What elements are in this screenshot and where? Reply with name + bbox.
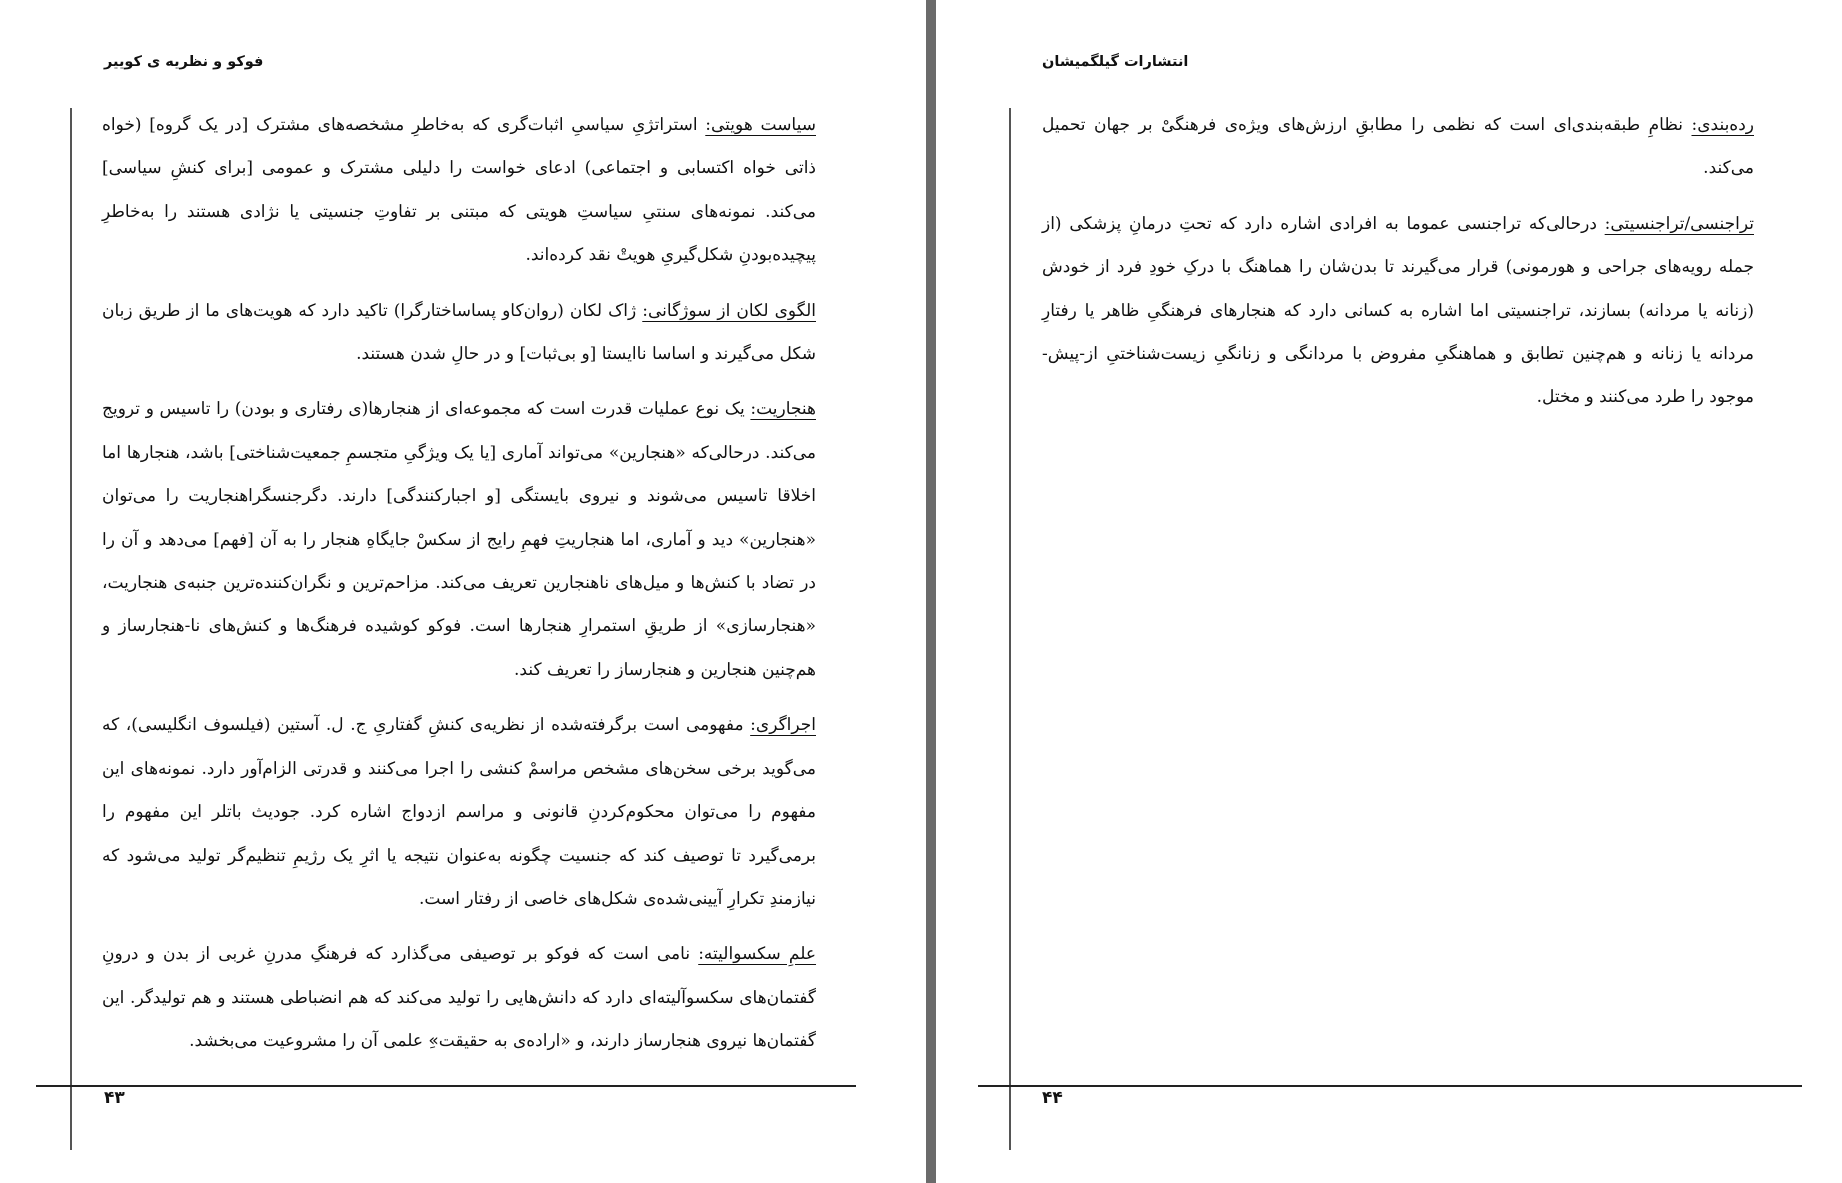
entry-term: علمِ سکسوالیته: [698,944,817,965]
running-head: انتشارات گیلگمیشان [1042,54,1189,70]
entry-definition: نامی است که فوکو بر توصیفی می‌گذارد که فرهنگِ مدرنِ غربی از بدن و درونِ گفتمان‌های سکسوآلیته‌ای دارد که دانش‌هایی را تولید می‌کند که هم انضباطی هستند و هم تولیدگر. این گفتمان‌ها نیروی هنجارساز دارند، و «اراده‌ی به حقیقت»ِ علمی آن را مشروعیت می‌بخشد. [102,944,816,1052]
glossary-entry [102,933,816,1063]
glossary-entry [102,104,816,278]
entry-definition: نظامِ طبقه‌بندی‌ای است که نظمی را مطابقِ ارزش‌های ویژه‌ی فرهنگیْ بر جهان تحمیل می‌کند. [1042,115,1754,179]
glossary-entry [102,388,816,692]
glossary-entry [1042,203,1754,420]
entry-term: رده‌بندی: [1691,115,1754,135]
entry-definition: استراتژیِ سیاسیِ اثبات‌گری که به‌خاطرِ مشخصه‌های مشترک [در یک گروه] (خواه ذاتی خواه اکتسابی و اجتماعی) ادعای خواست را دلیلی مشترک و عمومی [برای کنشِ سیاسی] می‌کند. نمونه‌های سنتیِ سیاستِ هویتی که مبتنی بر تفاوتِ جنسیتی یا نژادی هستند را به‌خاطرِ پیچیده‌بودنِ شکل‌گیریِ هویتْ نقد کرده‌اند. [102,115,816,266]
entry-definition: یک نوع عملیات قدرت است که مجموعه‌ای از هنجارها(ی رفتاری و بودن) را تاسیس و ترویج می‌کند. درحالی‌که «هنجارین» می‌تواند آماری [یا یک ویژگیِ متجسمِ جمعیت‌شناختی] باشد، هنجارها اما اخلاقا تاسیس می‌شوند و نیروی بایستگی [و اجبارکنندگی] دارند. دگرجنسگرا‌هنجاریت را می‌توان «هنجارین» دید و آماری، اما هنجاریتِ فهمِ رایج از سکسْ جایگاهِ هنجار را به آن [فهم] می‌دهد و آن را در تضاد با کنش‌ها و میل‌های ناهنجارین تعریف می‌کند. مزاحم‌ترین و نگران‌کننده‌ترین جنبه‌ی هنجاریت، «هنجارسازی» از طریقِ استمرارِ هنجارها است. فوکو کوشیده فرهنگ‌ها و کنش‌های نا-هنجارساز و هم‌چنین هنجارین و هنجارساز را تعریف کند. [102,399,816,680]
page-number: ۴۴ [1042,1088,1063,1108]
margin-rule [1009,108,1011,1150]
running-head: فوکو و نظریه ی کوییر [104,54,264,70]
entry-definition: درحالی‌که تراجنسی عموما به افرادی اشاره دارد که تحتِ درمانِ پزشکی (از جمله رویه‌های جراحی و هورمونی) قرار می‌گیرند تا بدن‌شان را هماهنگ با درکِ خودِ فرد از خودش (زنانه یا مردانه) بسازند، تراجنسیتی اما اشاره به کسانی دارد که هنجارهای فرهنگیِ ظاهر یا رفتارِ مردانه یا زنانه و هم‌چنین تطابق و هماهنگیِ مفروض با مردانگی و زنانگیِ زیست‌شناختیِ از-پیش-موجود را طرد می‌کنند و مختل. [1042,213,1754,408]
glossary-entry [102,704,816,921]
entry-term: الگوی لکان از سوژگانی: [642,300,816,321]
text-block [1042,104,1754,432]
page-number: ۴۳ [104,1088,125,1108]
entry-term: هنجاریت: [750,399,816,420]
entry-term: سیاست هویتی: [705,115,816,135]
right-page [936,0,1842,1183]
entry-term: اجراگری: [750,715,816,736]
text-block [102,104,816,1076]
entry-definition: مفهومی است برگرفته‌شده از نظریه‌ی کنشِ گفتاریِ ج. ل. آستین (فیلسوف انگلیسی)، که می‌گوید برخی سخن‌های مشخص مراسمْ کنشی را اجرا می‌کنند و قدرتی الزام‌آور دارد. نمونه‌های این مفهوم را می‌توان محکوم‌کردنِ قانونی و مراسم ازدواج اشاره کرد. جودیث باتلر این مفهوم را برمی‌گیرد تا توصیف کند که جنسیت چگونه به‌عنوان نتیجه یا اثرِ یک رژیمِ تنظیم‌گر تولید می‌شود که نیازمندِ تکرارِ آیینی‌شده‌ی شکل‌های خاصی از رفتار است. [102,715,816,909]
footer-rule [36,1085,856,1087]
footer-rule [978,1085,1802,1087]
glossary-entry [102,290,816,377]
glossary-entry [1042,104,1754,191]
entry-definition: ژاک لکان (روان‌کاو پساساختارگرا) تاکید دارد که هویت‌های ما از طریق زبان شکل می‌گیرند و اساسا ناایستا [و بی‌ثبات] و در حالِ شدن هستند. [102,300,816,365]
entry-term: تراجنسی/تراجنسیتی: [1604,213,1754,234]
page-gutter [926,0,936,1183]
margin-rule [70,108,72,1150]
